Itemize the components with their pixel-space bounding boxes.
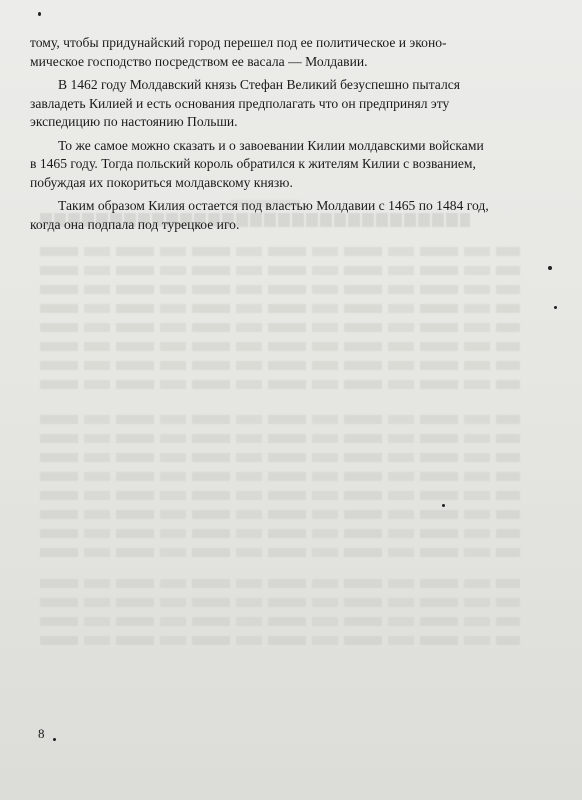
- bleed-through-line: [40, 285, 520, 294]
- bleed-through-line: [40, 266, 520, 275]
- page-number: 8: [38, 726, 45, 741]
- text-line: побуждая их покориться молдавскому князю.: [30, 174, 293, 190]
- paragraph: [30, 76, 494, 132]
- text-line: в 1465 году. Тогда польский король обратился к жителям Килии с возванием,: [30, 156, 476, 171]
- text-line: В 1462 году Молдавский князь Стефан Великий безуспешно пытался: [58, 77, 461, 92]
- bleed-through-line: [40, 636, 520, 645]
- scan-speck: [442, 504, 445, 507]
- bleed-through-line: [40, 548, 520, 557]
- bleed-through-line: [40, 361, 520, 370]
- bleed-through-line: [40, 617, 520, 626]
- paragraph: [30, 137, 494, 193]
- bleed-through-line: [40, 453, 520, 462]
- bleed-through-line: [40, 415, 520, 424]
- text-line: когда она подпала под турецкое иго.: [30, 216, 240, 232]
- bleed-through-line: [40, 598, 520, 607]
- bleed-through-text: [40, 200, 520, 655]
- bleed-through-line: [40, 491, 520, 500]
- paragraph: [30, 34, 494, 71]
- bleed-through-line: [40, 247, 520, 256]
- text-line: То же самое можно сказать и о завоевании Килии молдавскими войсками: [58, 137, 484, 153]
- bleed-through-line: [40, 304, 520, 313]
- text-line: Таким образом Килия остается под властью Молдавии с 1465 по 1484 год,: [58, 198, 489, 213]
- bleed-through-line: [40, 434, 520, 443]
- scan-speck: [548, 266, 552, 270]
- bleed-through-line: [40, 529, 520, 538]
- bleed-through-line: [40, 510, 520, 519]
- paragraph: [30, 197, 494, 234]
- bleed-through-line: [40, 380, 520, 389]
- body-text: [30, 34, 494, 239]
- scan-speck: [38, 12, 41, 16]
- bleed-through-line: [40, 579, 520, 588]
- text-line: тому, чтобы придунайский город перешел под ее политическое и эконо-: [30, 35, 447, 50]
- bleed-through-line: [40, 323, 520, 332]
- text-line: экспедицию по настоянию Польши.: [30, 114, 238, 129]
- scan-speck: [53, 738, 56, 741]
- text-line: завладеть Килией и есть основания предполагать что он предпринял эту: [30, 95, 450, 111]
- bleed-through-line: [40, 472, 520, 481]
- text-line: мическое господство посредством ее васала — Молдавии.: [30, 53, 368, 69]
- scan-speck: [554, 306, 557, 309]
- bleed-through-line: [40, 342, 520, 351]
